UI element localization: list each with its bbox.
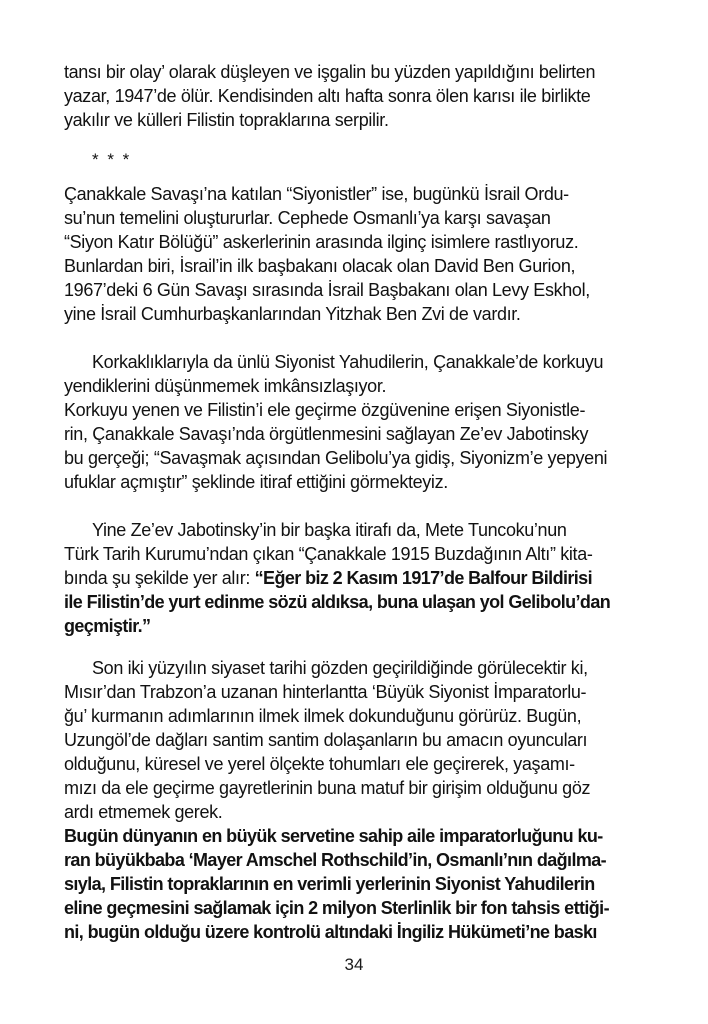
text-segment: Mısır’dan Trabzon’a uzanan hinterlantta ‘Büyük Siyonist İmparatorlu- bbox=[64, 682, 587, 702]
separator-line bbox=[64, 148, 668, 172]
paragraph-balfour-quote bbox=[64, 518, 668, 638]
text-line bbox=[64, 302, 668, 326]
text-line bbox=[64, 398, 668, 422]
paragraph-zion-mule-corps bbox=[64, 182, 668, 326]
text-segment: Yine Ze’ev Jabotinsky’in bir başka itirafı da, Mete Tuncoku’nun bbox=[92, 520, 567, 540]
text-segment: * * * bbox=[92, 150, 132, 169]
text-segment: yazar, 1947’de ölür. Kendisinden altı hafta sonra ölen karısı ile birlikte bbox=[64, 86, 591, 106]
section-separator bbox=[64, 148, 668, 172]
text-segment: Korkaklıklarıyla da ünlü Siyonist Yahudilerin, Çanakkale’de korkuyu bbox=[92, 352, 604, 372]
text-segment: Türk Tarih Kurumu’ndan çıkan “Çanakkale 1915 Buzdağının Altı” kita- bbox=[64, 544, 593, 564]
page-number: 34 bbox=[344, 955, 364, 974]
text-line bbox=[64, 518, 668, 542]
bold-text-segment: geçmiştir.” bbox=[64, 616, 151, 636]
text-segment: Uzungöl’de dağları santim santim dolaşanların bu amacın oyuncuları bbox=[64, 730, 588, 750]
text-line bbox=[64, 728, 668, 752]
text-line bbox=[64, 278, 668, 302]
text-line bbox=[64, 752, 668, 776]
paragraph-continuation-writer-death bbox=[64, 60, 668, 132]
text-segment: yendiklerini düşünmemek imkânsızlaşıyor. bbox=[64, 376, 387, 396]
text-segment: Çanakkale Savaşı’na katılan “Siyonistler” ise, bugünkü İsrail Ordu- bbox=[64, 184, 569, 204]
text-segment: su’nun temelini oluştururlar. Cephede Osmanlı’ya karşı savaşan bbox=[64, 208, 551, 228]
text-segment: yine İsrail Cumhurbaşkanlarından Yitzhak Ben Zvi de vardır. bbox=[64, 304, 521, 324]
text-line bbox=[64, 920, 668, 944]
text-segment: ufuklar açmıştır” şeklinde itiraf ettiğini görmekteyiz. bbox=[64, 472, 448, 492]
text-line bbox=[64, 776, 668, 800]
text-line bbox=[64, 230, 668, 254]
text-line bbox=[64, 824, 668, 848]
body-text bbox=[64, 60, 668, 944]
text-line bbox=[64, 800, 668, 824]
bold-text-segment: eline geçmesini sağlamak için 2 milyon Sterlinlik bir fon tahsis ettiği- bbox=[64, 898, 609, 918]
text-line bbox=[64, 470, 668, 494]
text-segment: tansı bir olay’ olarak düşleyen ve işgalin bu yüzden yapıldığını belirten bbox=[64, 62, 596, 82]
text-line bbox=[64, 566, 668, 590]
text-segment: bında şu şekilde yer alır: bbox=[64, 568, 255, 588]
text-line bbox=[64, 84, 668, 108]
text-segment: 1967’deki 6 Gün Savaşı sırasında İsrail Başbakanı olan Levy Eskhol, bbox=[64, 280, 590, 300]
text-line bbox=[64, 704, 668, 728]
text-line bbox=[64, 374, 668, 398]
text-line bbox=[64, 182, 668, 206]
bold-text-segment: “Eğer biz 2 Kasım 1917’de Balfour Bildirisi bbox=[254, 568, 592, 588]
paragraph-hinterland bbox=[64, 656, 668, 824]
text-segment: rin, Çanakkale Savaşı’nda örgütlenmesini sağlayan Ze’ev Jabotinsky bbox=[64, 424, 589, 444]
text-segment: olduğunu, küresel ve yerel ölçekte tohumları ele geçirerek, yaşamı- bbox=[64, 754, 575, 774]
text-segment: Son iki yüzyılın siyaset tarihi gözden geçirildiğinde görülecektir ki, bbox=[92, 658, 588, 678]
text-line bbox=[64, 254, 668, 278]
text-line bbox=[64, 680, 668, 704]
bold-text-segment: Bugün dünyanın en büyük servetine sahip aile imparatorluğunu ku- bbox=[64, 826, 603, 846]
paragraph-rothschild-bold bbox=[64, 824, 668, 944]
text-segment: “Siyon Katır Bölüğü” askerlerinin arasında ilginç isimlere rastlıyoruz. bbox=[64, 232, 579, 252]
text-line bbox=[64, 206, 668, 230]
text-line bbox=[64, 422, 668, 446]
text-segment: mızı da ele geçirme gayretlerinin buna matuf bir girişim olduğunu göz bbox=[64, 778, 591, 798]
text-segment: ardı etmemek gerek. bbox=[64, 802, 223, 822]
bold-text-segment: ile Filistin’de yurt edinme sözü aldıksa, buna ulaşan yol Gelibolu’dan bbox=[64, 592, 611, 612]
bold-text-segment: ni, bugün olduğu üzere kontrolü altındaki İngiliz Hükümeti’ne baskı bbox=[64, 922, 597, 942]
bold-text-segment: ran büyükbaba ‘Mayer Amschel Rothschild’in, Osmanlı’nın dağılma- bbox=[64, 850, 607, 870]
text-segment: Bunlardan biri, İsrail’in ilk başbakanı olacak olan David Ben Gurion, bbox=[64, 256, 576, 276]
text-segment: Korkuyu yenen ve Filistin’i ele geçirme özgüvenine erişen Siyonistle- bbox=[64, 400, 586, 420]
text-line bbox=[64, 446, 668, 470]
text-segment: bu gerçeği; “Savaşmak açısından Gelibolu’ya gidiş, Siyonizm’e yepyeni bbox=[64, 448, 608, 468]
bold-text-segment: sıyla, Filistin topraklarının en verimli yerlerinin Siyonist Yahudilerin bbox=[64, 874, 595, 894]
text-line bbox=[64, 108, 668, 132]
text-line bbox=[64, 656, 668, 680]
text-line bbox=[64, 614, 668, 638]
text-segment: ğu’ kurmanın adımlarının ilmek ilmek dokunduğunu görürüz. Bugün, bbox=[64, 706, 582, 726]
text-line bbox=[64, 848, 668, 872]
text-line bbox=[64, 350, 668, 374]
text-segment: yakılır ve külleri Filistin topraklarına serpilir. bbox=[64, 110, 389, 130]
text-line bbox=[64, 60, 668, 84]
text-line bbox=[64, 896, 668, 920]
paragraph-jabotinsky-confession bbox=[64, 350, 668, 494]
text-line bbox=[64, 872, 668, 896]
text-line bbox=[64, 542, 668, 566]
text-line bbox=[64, 590, 668, 614]
